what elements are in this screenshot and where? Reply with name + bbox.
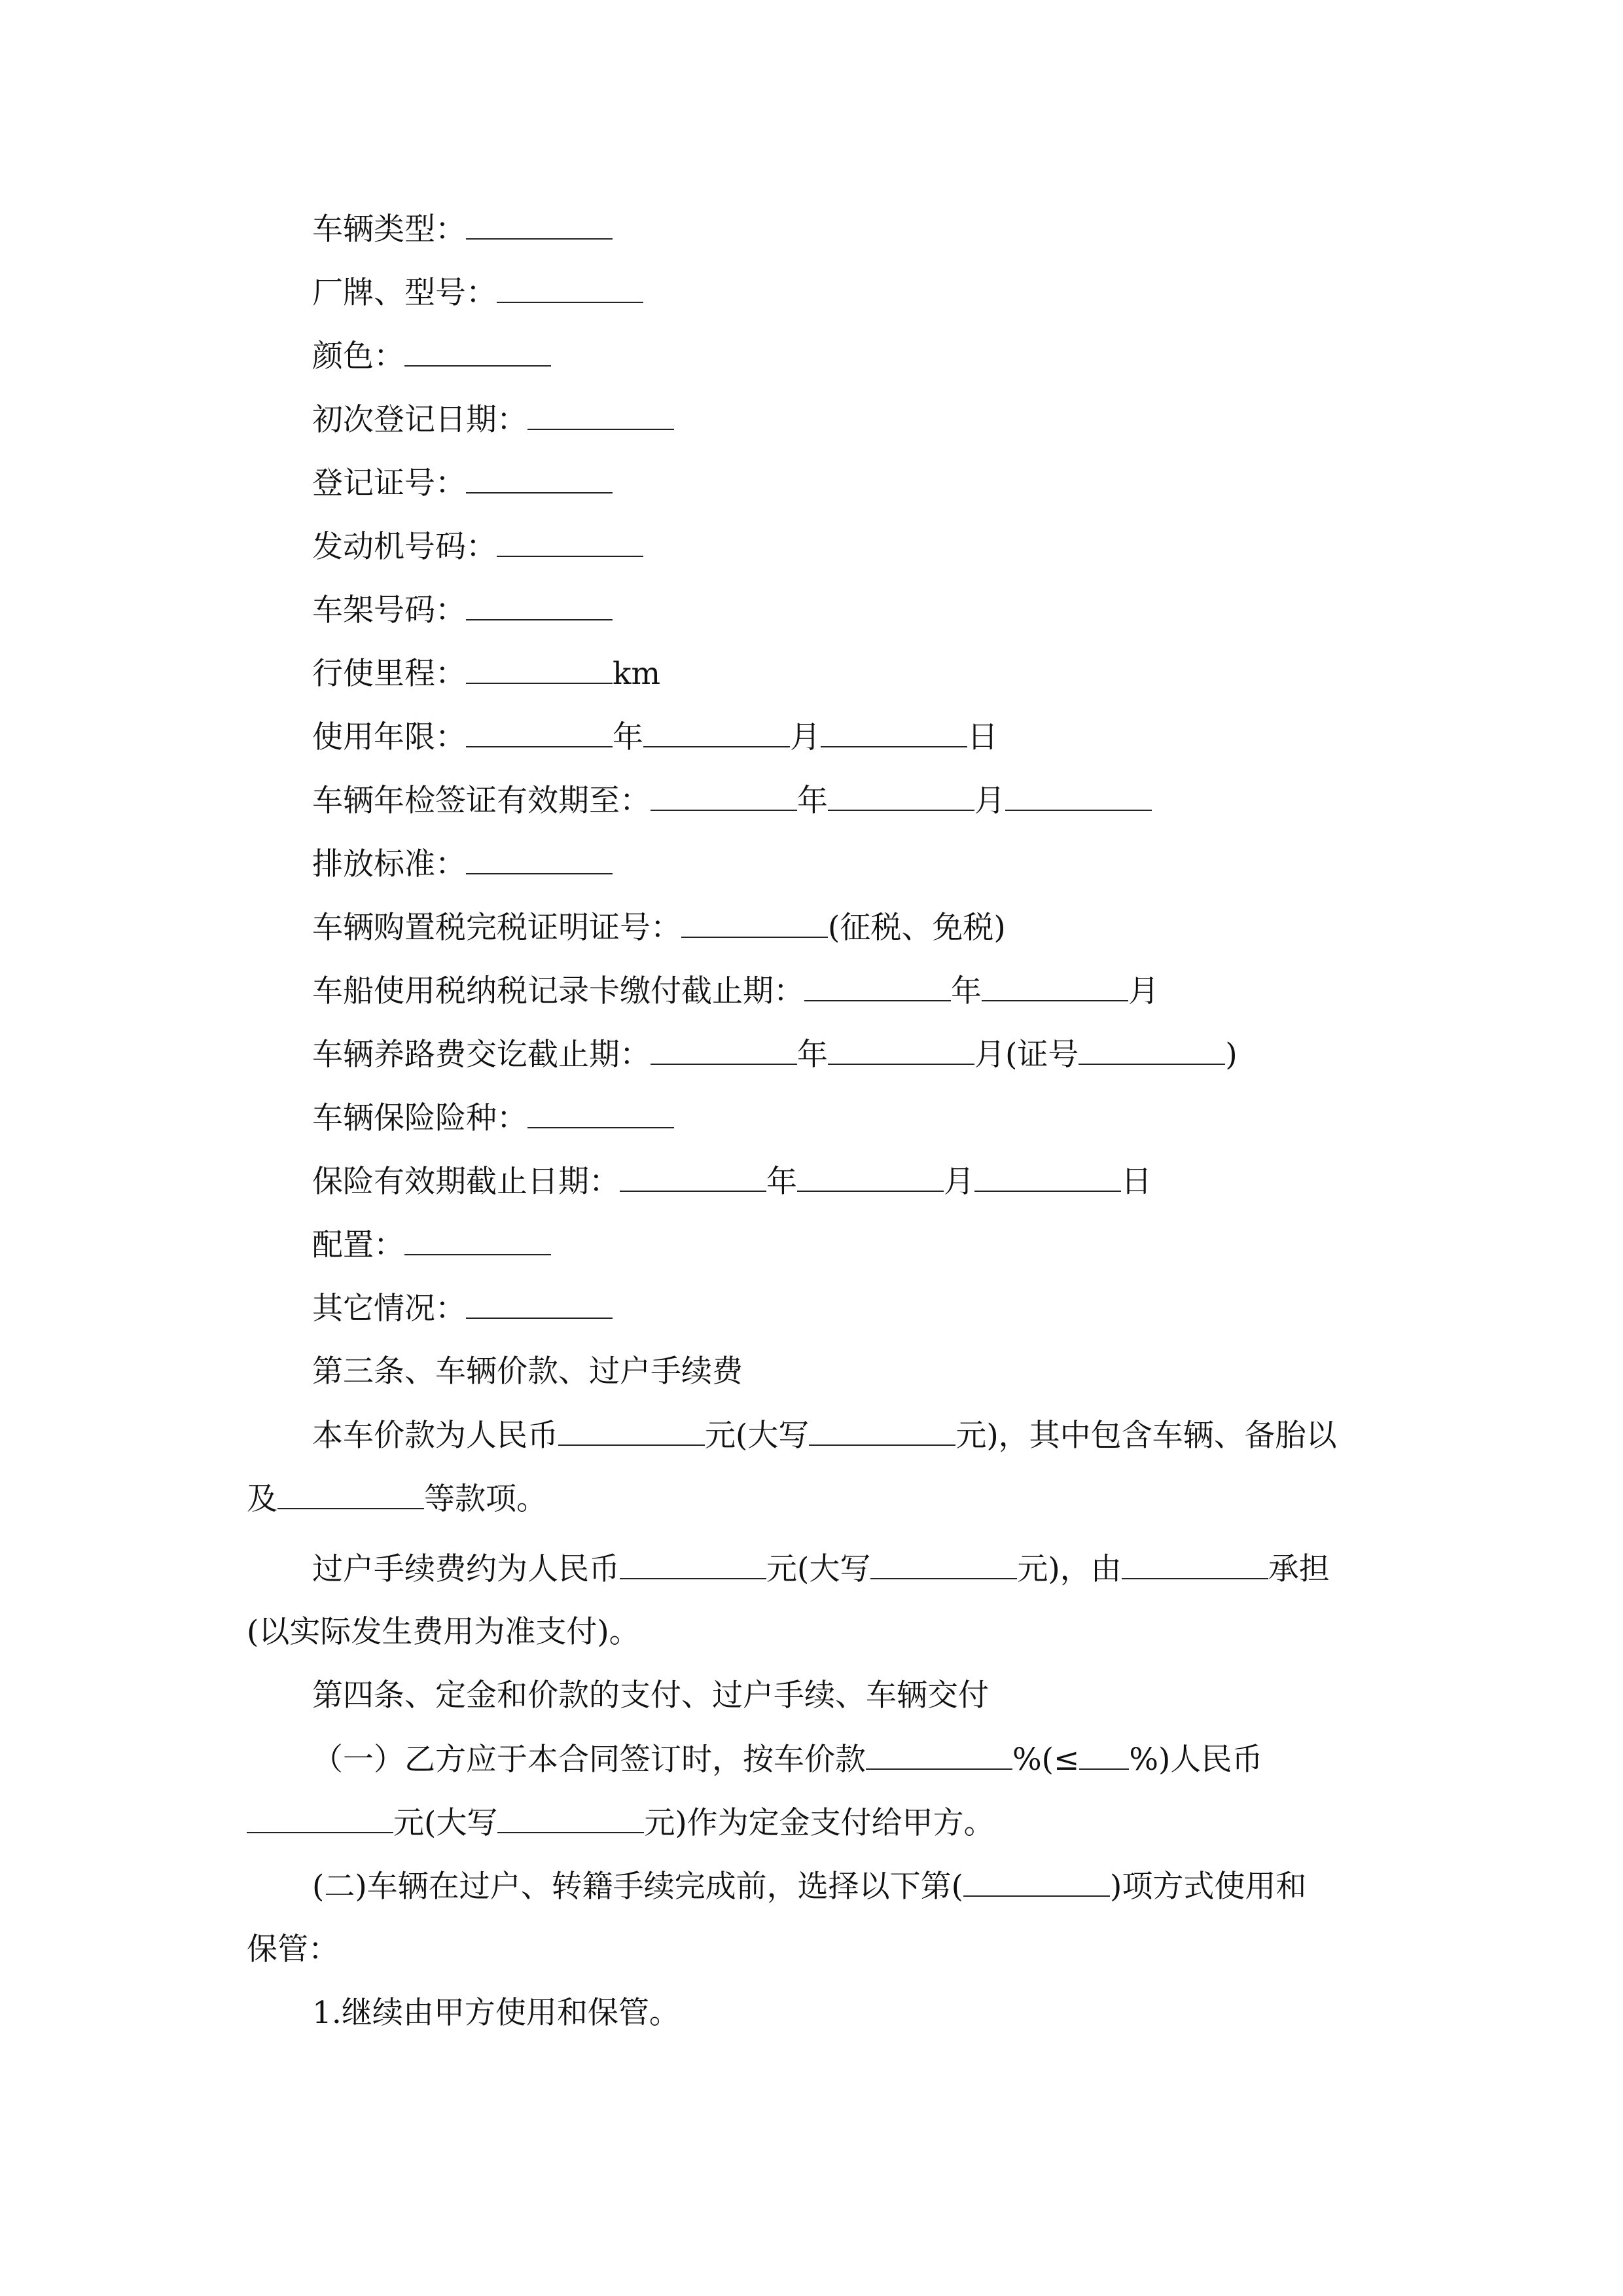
deposit-max-percent-blank[interactable] [1079,1740,1129,1770]
field-color: 颜色： [312,336,551,376]
vessel-tax-year-blank[interactable] [804,971,951,1001]
option-number-blank[interactable] [963,1867,1110,1897]
article3-price-line1: 本车价款为人民币 元(大写 元)，其中包含车辆、备胎以 [312,1416,1337,1456]
first-registration-date-blank[interactable] [527,400,674,430]
field-frame-no: 车架号码： [312,590,613,630]
frame-no-blank[interactable] [466,590,613,620]
article3-heading: 第三条、车辆价款、过户手续费 [312,1354,743,1390]
road-fee-month-blank[interactable] [828,1035,974,1065]
mileage-blank[interactable] [466,654,613,684]
configuration-blank[interactable] [404,1225,551,1255]
brand-model-blank[interactable] [497,273,643,303]
field-engine-no: 发动机号码： [312,527,643,567]
field-service-life: 使用年限： 年 月 日 [312,717,998,757]
service-life-day-blank[interactable] [821,717,967,747]
field-vessel-tax: 车船使用税纳税记录卡缴付截止期： 年 月 [312,971,1159,1011]
annual-inspection-month-blank[interactable] [828,781,974,811]
annual-inspection-extra-blank[interactable] [1005,781,1152,811]
price-uppercase-blank[interactable] [809,1416,955,1446]
vehicle-type-blank[interactable] [466,209,613,240]
insurance-expiry-day-blank[interactable] [974,1162,1121,1192]
emission-standard-blank[interactable] [466,844,613,874]
field-annual-inspection: 车辆年检签证有效期至： 年 月 [312,781,1152,821]
field-vehicle-type: 车辆类型： [312,209,613,249]
article4-clause2-line2: 保管： [247,1931,339,1967]
article4-heading: 第四条、定金和价款的支付、过户手续、车辆交付 [312,1677,989,1713]
field-other: 其它情况： [312,1289,613,1329]
field-registration-cert-no: 登记证号： [312,463,613,503]
vessel-tax-month-blank[interactable] [982,971,1128,1001]
fee-uppercase-blank[interactable] [870,1549,1017,1579]
article4-clause1-line2: 元(大写 元)作为定金支付给甲方。 [247,1803,995,1843]
other-blank[interactable] [466,1289,613,1319]
article4-item1: 1.继续由甲方使用和保管。 [312,1995,680,2031]
deposit-amount-blank[interactable] [247,1803,393,1833]
field-insurance-expiry: 保险有效期截止日期： 年 月 日 [312,1162,1152,1202]
field-first-registration-date: 初次登记日期： [312,400,674,440]
road-fee-cert-blank[interactable] [1079,1035,1225,1065]
article3-price-line2: 及 等款项。 [247,1479,547,1519]
insurance-type-blank[interactable] [527,1098,674,1128]
field-purchase-tax: 车辆购置税完税证明证号： (征税、免税) [312,908,1006,948]
service-life-month-blank[interactable] [643,717,790,747]
field-brand-model: 厂牌、型号： [312,273,643,313]
article4-clause2-line1: (二)车辆在过户、转籍手续完成前，选择以下第( )项方式使用和 [312,1867,1306,1907]
registration-cert-no-blank[interactable] [466,463,613,493]
field-mileage: 行使里程： km [312,654,660,694]
insurance-expiry-month-blank[interactable] [797,1162,944,1192]
road-fee-year-blank[interactable] [651,1035,797,1065]
fee-amount-blank[interactable] [620,1549,766,1579]
fee-payer-blank[interactable] [1122,1549,1268,1579]
engine-no-blank[interactable] [497,527,643,557]
field-road-fee: 车辆养路费交讫截止期： 年 月(证号 ) [312,1035,1238,1075]
price-includes-blank[interactable] [277,1479,424,1509]
deposit-uppercase-blank[interactable] [497,1803,644,1833]
annual-inspection-year-blank[interactable] [651,781,797,811]
article3-fee-line1: 过户手续费约为人民币 元(大写 元)，由 承担 [312,1549,1330,1589]
insurance-expiry-year-blank[interactable] [620,1162,766,1192]
price-amount-blank[interactable] [558,1416,705,1446]
service-life-year-blank[interactable] [466,717,613,747]
deposit-percent-blank[interactable] [866,1740,1012,1770]
field-insurance-type: 车辆保险险种： [312,1098,674,1138]
article4-clause1-line1: （一）乙方应于本合同签订时，按车价款 %(≤ %)人民币 [312,1740,1262,1780]
color-blank[interactable] [404,336,551,367]
field-configuration: 配置： [312,1225,551,1265]
article3-fee-line2: (以实际发生费用为准支付)。 [247,1614,640,1650]
purchase-tax-blank[interactable] [681,908,828,938]
field-emission-standard: 排放标准： [312,844,613,884]
